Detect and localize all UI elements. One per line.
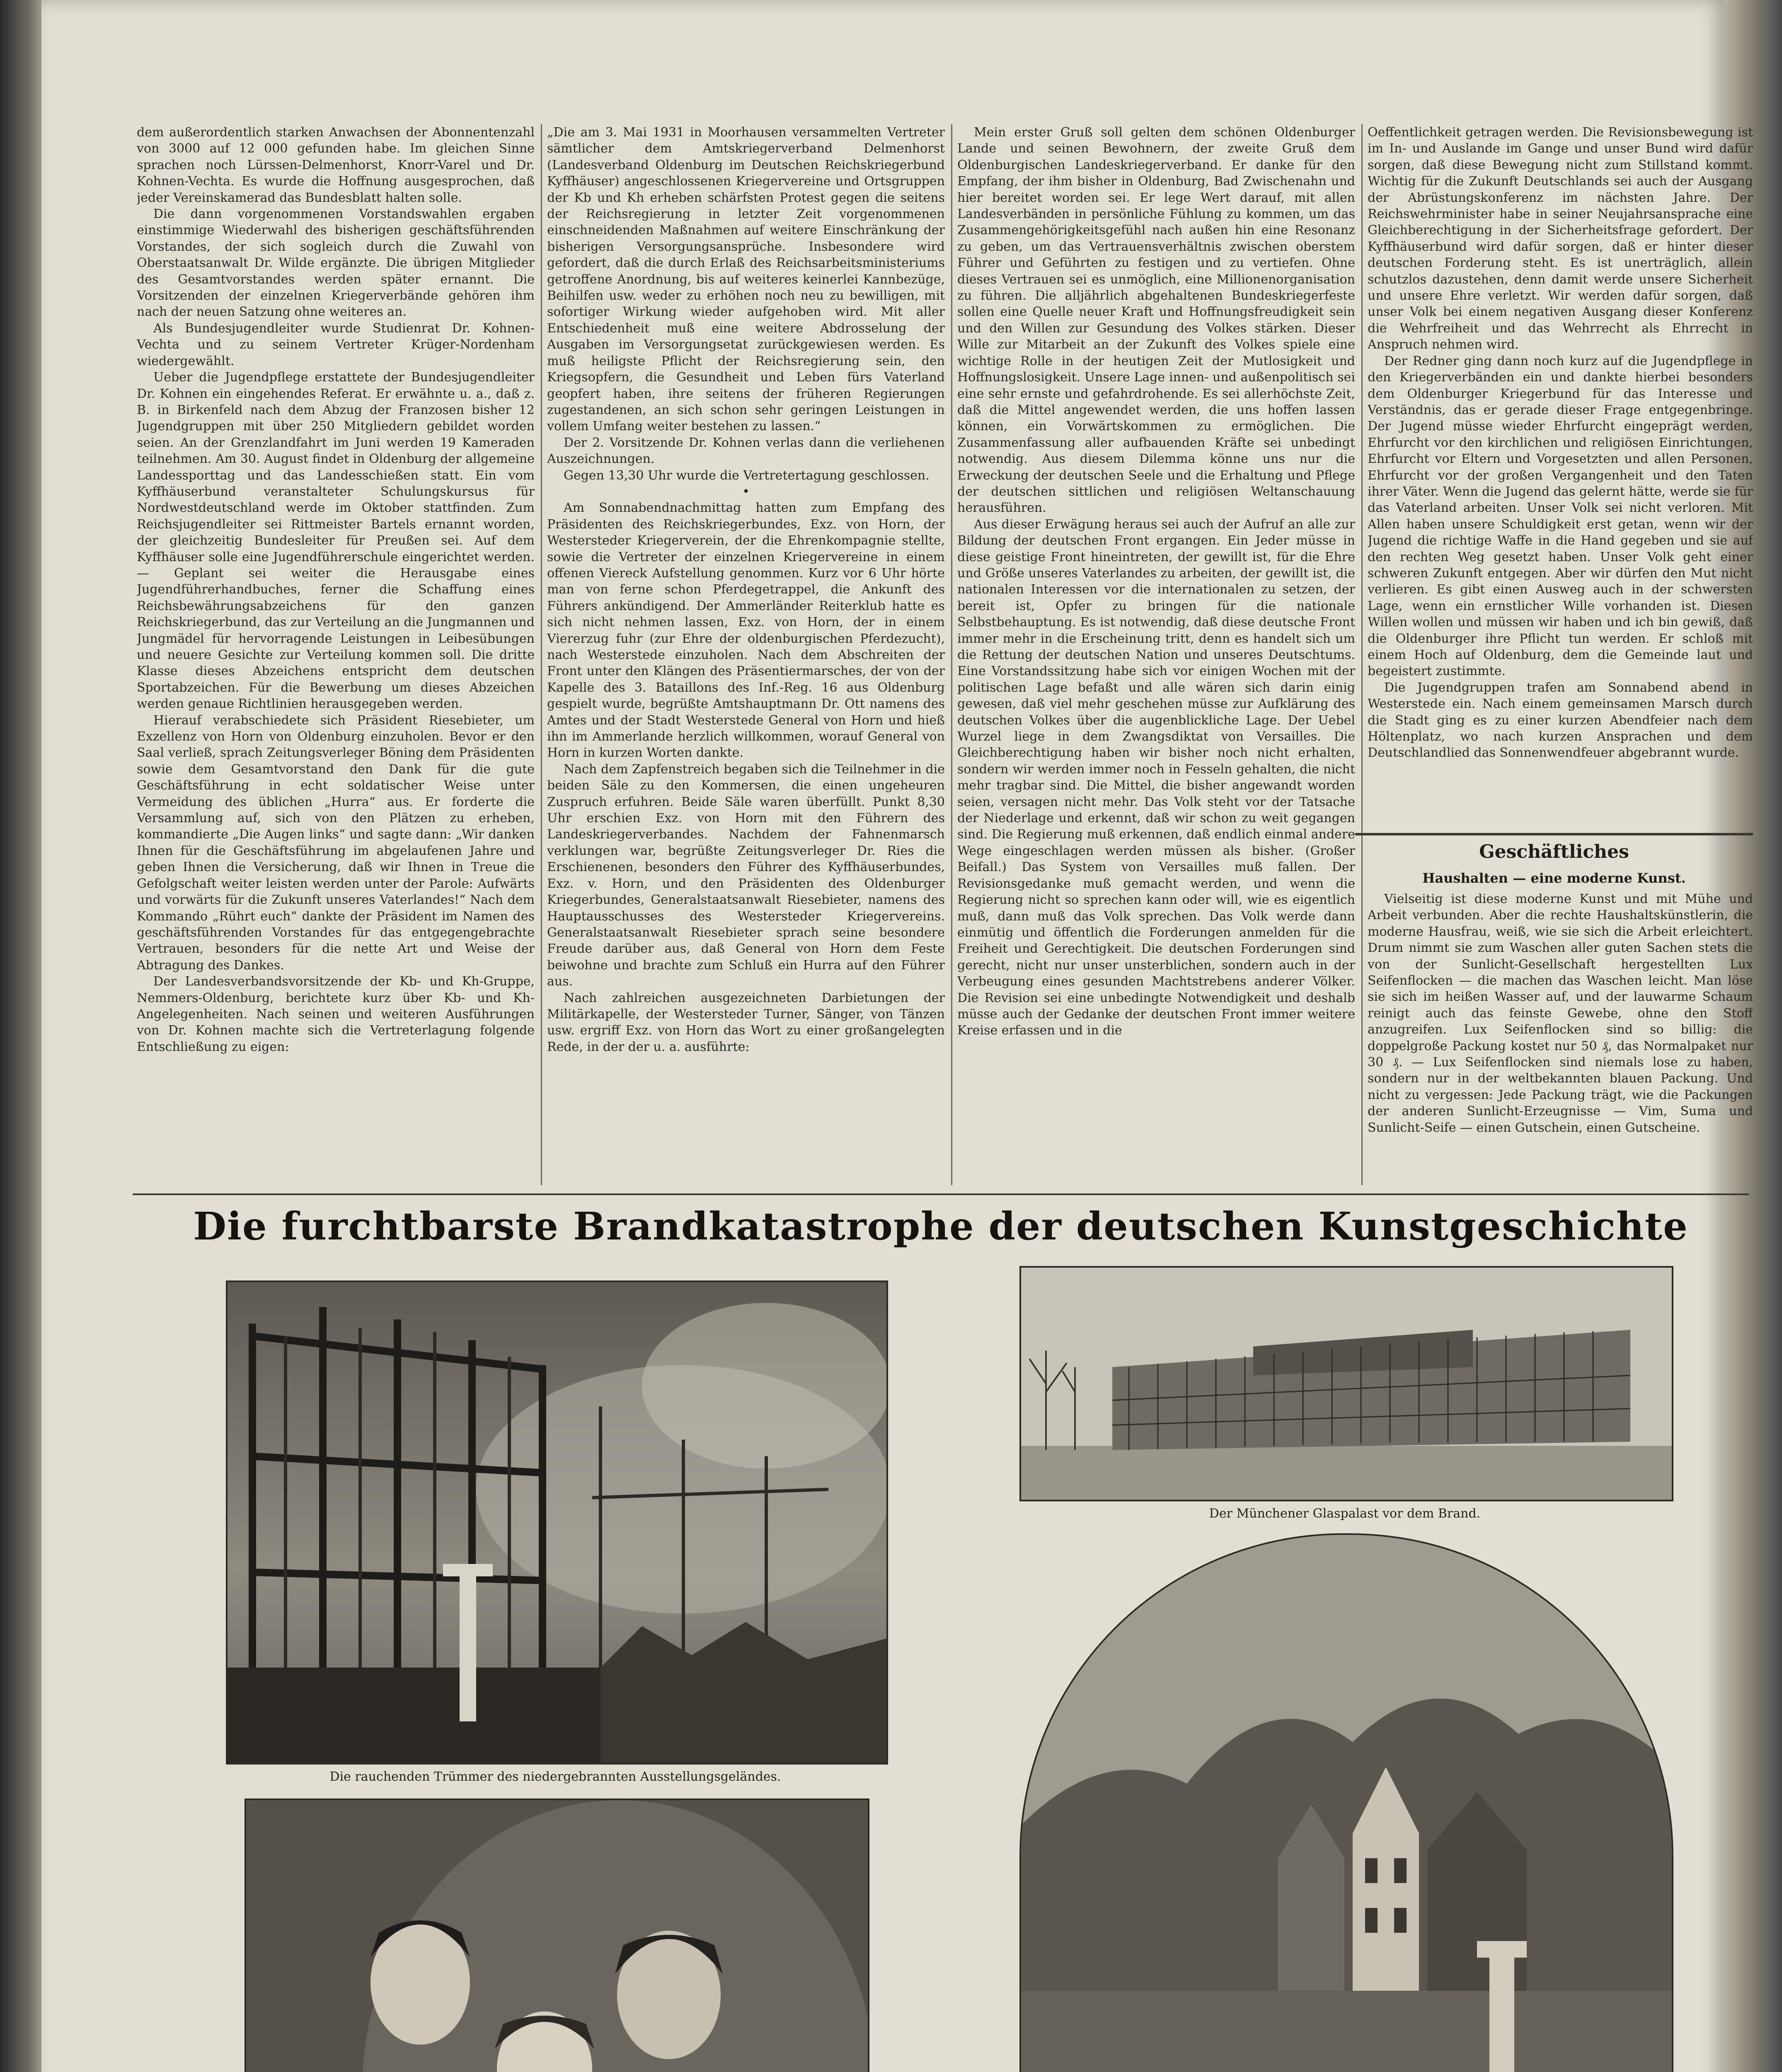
column-rule [541,124,542,1185]
text-column-4 [1368,124,1753,829]
section-rule [1355,833,1753,835]
section-text [1368,891,1753,1185]
photo-schwind-brautfahrt [1019,1533,1673,2072]
column-rule [1361,124,1363,1185]
paragraph: Mein erster Gruß soll gelten dem schönen Oldenburger Lande und seinen Bewohnern, der zweite Gruß dem Oldenburgischen Landeskriegerverband. Er danke für den Empfang, der ihm bisher in Oldenburg, Bad Zwischenahn und hier bereitet worden sei. Er lege Wert darauf, mit allen Landesverbänden in persönliche Fühlung zu kommen, um das Zusammengehörigkeitsgefühl nach außen hin eine Resonanz zu geben, um das Vertrauensverhältnis zwischen oberstem Führer und Geführten zu festigen und zu vertiefen. Ohne dieses Vertrauen sei es unmöglich, eine Millionenorganisation zu führen. Die alljährlich abgehaltenen Bundeskriegerfeste sollen eine Quelle neuer Kraft und Hoffnungsfreudigkeit sein und den Willen zur Gesundung des Volkes stärken. Dieser Wille zur Mitarbeit an der Zukunft des Volkes spiele eine wichtige Rolle in der heutigen Zeit der Mutlosigkeit und Hoffnungslosigkeit. Unsere Lage innen- und außenpolitisch sei eine sehr ernste und gefahrdrohende. Es sei allerhöchste Zeit, daß die Mittel angewendet werden, die uns hoffen lassen können, ein Vorwärtskommen zu ermöglichen. Die Zusammenfassung aller aufbauenden Kräfte sei unbedingt notwendig. Aus diesem Dilemma könne uns nur die Erweckung der deutschen Seele und die Erhaltung und Pflege der deutschen sittlichen und religiösen Weltanschauung herausführen. [957,125,1355,516]
section-title: Geschäftliches [1479,841,1629,862]
paragraph: Ueber die Jugendpflege erstattete der Bundesjugendleiter Dr. Kohnen ein eingehendes Referat. Er erwähnte u. a., daß z. B. in Birkenfeld nach dem Abzug der Franzosen bisher 12 Jugendgruppen mit über 250 Mitgliedern gebildet worden seien. An der Grenzlandfahrt im Juni werden 19 Kameraden teilnehmen. Am 30. August findet in Oldenburg der allgemeine Landessporttag und das Landesschießen statt. Ein vom Kyffhäuserbund veranstalteter Schulungskursus für Nordwestdeutschland werde im Oktober stattfinden. Zum Reichsjugendleiter sei Rittmeister Bartels ernannt worden, der gleichzeitig Bundesleiter für Preußen sei. Auf dem Kyffhäuser solle eine Jugendführerschule eingerichtet werden. — Geplant sei weiter die Herausgabe eines Jugendführerhandbuches, ferner die Schaffung eines Reichsbewährungsabzeichens für den ganzen Reichskriegerbund, das zur Verteilung an die Jungmannen und Jungmädel für hervorragende Leistungen in Leibesübungen und neuere Gesichte zur Verteilung kommen soll. Die dritte Klasse dieses Abzeichens entspricht dem deutschen Sportabzeichen. Für die Bewerbung um dieses Abzeichen werden genaue Richtlinien herausgegeben werden. [137,370,535,712]
paragraph: Am Sonnabendnachmittag hatten zum Empfang des Präsidenten des Reichskriegerbundes, Exz. von Horn, der Westersteder Kriegerverein, der die Ehrenkompagnie stellte, sowie die Vertreter der einzelnen Kriegervereine in einem offenen Viereck Aufstellung genommen. Kurz vor 6 Uhr hörte man von ferne schon Pferdegetrappel, die Ankunft des Führers ankündigend. Der Ammerländer Reiterklub hatte es sich nicht nehmen lassen, Exz. von Horn, der in einem Viererzug fuhr (zur Ehre der oldenburgischen Pferdezucht), nach Westerstede einzuholen. Nach dem Abschreiten der Front unter den Klängen des Präsentiermarsches, der von der Kapelle des 3. Bataillons des Inf.-Reg. 16 aus Oldenburg gespielt wurde, begrüßte Amtshauptmann Dr. Ott namens des Amtes und der Stadt Westerstede General von Horn und hieß ihn im Ammerlande herzlich willkommen, worauf General von Horn in kurzen Worten dankte. [547,501,945,760]
paragraph: Gegen 13,30 Uhr wurde die Vertretertagung geschlossen. [564,468,930,483]
glaspalast-image [1021,1268,1672,1500]
separator-dot: • [742,484,750,499]
paragraph: Aus dieser Erwägung heraus sei auch der Aufruf an alle zur Bildung der deutschen Front ergangen. Ein Jeder müsse in diese geistige Front hineintreten, der gewillt ist, für die Ehre und Größe unseres Vaterlandes zu arbeiten, der gewillt ist, die nationalen Interessen vor die internationalen zu setzen, der bereit ist, Opfer zu bringen für die nationale Selbstbehauptung. Es ist notwendig, daß diese deutsche Front immer mehr in die Erscheinung tritt, denn es handelt sich um die Rettung der deutschen Nation und unseres Deutschtums. Eine Vorstandssitzung habe sich vor einigen Wochen mit der politischen Lage befaßt und alle wären sich darin einig gewesen, daß viel mehr geschehen müsse zur Aufklärung des deutschen Volkes über die augenblickliche Lage. Der Uebel Wurzel liege in dem Zwangsdiktat von Versailles. Die Gleichberechtigung haben wir bisher noch nicht erhalten, sondern wir werden immer noch in Fesseln gehalten, die nicht mehr tragbar sind. Die Mittel, die bisher angewandt worden seien, versagen nicht mehr. Das Volk steht vor der Tatsache der Niederlage und erkennt, daß wir schon zu weit gegangen sind. Die Regierung muß erkennen, daß endlich einmal andere Wege eingeschlagen werden müssen als bisher. (Großer Beifall.) Das System von Versailles muß fallen. Der Revisionsgedanke muß gemacht werden, und wenn die Regierung nicht so sprechen kann oder will, wie es eigentlich muß, dann muß das Volk sprechen. Das Volk werde dann einmütig und öffentlich die Forderungen anmelden für die Freiheit und Gerechtigkeit. Die deutschen Forderungen sind gerecht, nicht nur unser unsterblichen, sondern auch in der Verbeugung eines gesunden Machtstrebens anderer Völker. Die Revision sei eine unbedingte Notwendigkeit und deshalb müsse auch der Gedanke der deutschen Front immer weitere Kreise erfassen und in die [957,517,1355,1038]
caption-ruins: Die rauchenden Trümmer des niedergebrannten Ausstellungsgeländes. [329,1769,781,1784]
paragraph: dem außerordentlich starken Anwachsen der Abonnentenzahl von 3000 auf 12 000 gefunden habe. Im gleichen Sinne sprachen noch Lürssen-Delmenhorst, Knorr-Varel und Dr. Kohnen-Vechta. Es wurde die Hoffnung ausgesprochen, daß jeder Vereinskamerad das Bundesblatt halten solle. [137,125,535,205]
paragraph: Die Jugendgruppen trafen am Sonnabend abend in Westerstede ein. Nach einem gemeinsamen Marsch durch die Stadt ging es zu einer kurzen Abendfeier nach dem Höltenplatz, wo nach kurzen Ansprachen und dem Deutschlandlied das Sonnenwendfeuer abgebrannt wurde. [1368,680,1753,760]
photo-runge-wir-drei [245,1798,869,2072]
section-subtitle: Haushalten — eine moderne Kunst. [1422,870,1686,886]
paragraph: Nach zahlreichen ausgezeichneten Darbietungen der Militärkapelle, der Westersteder Turner, Sänger, von Tänzen usw. ergriff Exz. von Horn das Wort zu einer großangelegten Rede, in der der u. a. ausführte: [547,990,945,1054]
paragraph: Oeffentlichkeit getragen werden. Die Revisionsbewegung ist im In- und Auslande im Gange und unser Bund wird dafür sorgen, daß diese Bewegung nicht zum Stillstand kommt. Wichtig für die Zukunft Deutschlands sei auch der Ausgang der Abrüstungskonferenz im nächsten Jahre. Der Reichswehrminister habe in seiner Neujahrsansprache eine Gleichberechtigung in der Sicherheitsfrage gefordert. Der Kyffhäuserbund wird dafür sorgen, daß er hinter dieser deutschen Forderung steht. Es ist unerträglich, allein schutzlos dazustehen, denn damit werde unsere Sicherheit und unsere Ehre verletzt. Wir werden dafür sorgen, daß unser Volk bei einem negativen Ausgang dieser Konferenz die Wehrfreiheit und das Wehrrecht als Ehrrecht in Anspruch nehmen wird. [1368,125,1753,352]
photo-glaspalast [1019,1266,1673,1501]
ruins-image [228,1282,886,1763]
book-binding-shadow [0,0,41,2072]
paragraph: „Die am 3. Mai 1931 in Moorhausen versammelten Vertreter sämtlicher dem Amtskriegerverband Delmenhorst (Landesverband Oldenburg im Deutschen Reichskriegerbund Kyffhäuser) angeschlossenen Kriegervereine und Ortsgruppen der Kb und Kh erheben schärfsten Protest gegen die seitens der Reichsregierung in letzter Zeit vorgenommenen einschneidenden Maßnahmen auf weitere Einschränkung der bisherigen Versorgungsansprüche. Insbesondere wird gefordert, daß die durch Erlaß des Reichsarbeitsministeriums getroffene Anordnung, bis auf weiteres keinerlei Kannbezüge, Beihilfen usw. weder zu erhöhen noch neu zu bewilligen, mit sofortiger Wirkung wieder aufgehoben wird. Mit aller Entschiedenheit muß eine weitere Abdrosselung der Ausgaben im Versorgungsetat zurückgewiesen werden. Es muß heiligste Pflicht der Reichsregierung sein, den Kriegsopfern, die Gesundheit und Leben fürs Vaterland geopfert haben, ihre seitens der früheren Regierungen zugestandenen, an sich schon sehr geringen Leistungen in vollem Umfang weiter bestehen zu lassen.“ [547,125,945,434]
photo-ruins [226,1280,888,1765]
page-headline: Die furchtbarste Brandkatastrophe der deutschen Kunstgeschichte [193,1204,1688,1249]
runge-painting-image [246,1800,868,2072]
text-column-2 [547,124,945,1185]
column-rule [951,124,952,1185]
paragraph: Nach dem Zapfenstreich begaben sich die Teilnehmer in die beiden Säle zu den Kommersen, die einen ungeheuren Zuspruch erfuhren. Beide Säle waren überfüllt. Punkt 8,30 Uhr erschien Exz. von Horn mit den Führern des Landeskriegerverbandes. Nachdem der Fahnenmarsch verklungen war, begrüßte Zeitungsverleger Dr. Ries die Erschienenen, besonders den Führer des Kyffhäuserbundes, Exz. v. Horn, und den Präsidenten des Oldenburger Kriegerbundes, Generalstaatsanwalt Riesebieter, namens des Hauptausschusses des Westersteder Kriegervereins. Generalstaatsanwalt Riesebieter sprach seine besondere Freude darüber aus, daß General von Horn dem Feste beiwohne und brachte zum Schluß ein Hurra auf den Führer aus. [547,762,945,989]
paragraph: Der 2. Vorsitzende Dr. Kohnen verlas dann die verliehenen Auszeichnungen. [547,435,945,467]
text-column-1 [137,124,535,1185]
schwind-painting-image [1021,1535,1672,2072]
paragraph: Vielseitig ist diese moderne Kunst und mit Mühe und Arbeit verbunden. Aber die rechte Haushaltskünstlerin, die moderne Hausfrau, weiß, wie sie sich die Arbeit erleichtert. Drum nimmt sie zum Waschen aller guten Sachen stets die von der Sunlicht-Gesellschaft hergestellten Lux Seifenflocken — die machen das Waschen leicht. Man löse sie sich im heißen Wasser auf, und der lauwarme Schaum reinigt auch das feinste Gewebe, ohne den Stoff anzugreifen. Lux Seifenflocken sind so billig: die doppelgroße Packung kostet nur 50 ₰, das Normalpaket nur 30 ₰. — Lux Seifenflocken sind niemals lose zu haben, sondern nur in der weltbekannten blauen Packung. Und nicht zu vergessen: Jede Packung trägt, wie die Packungen der anderen Sunlicht-Erzeugnisse — Vim, Suma und Sunlicht-Seife — einen Gutschein, einen Gutscheine. [1368,892,1753,1135]
paragraph: Hierauf verabschiedete sich Präsident Riesebieter, um Exzellenz von Horn von Oldenburg einzuholen. Bevor er den Saal verließ, sprach Zeitungsverleger Böning dem Präsidenten sowie dem Gesamtvorstand den Dank für die gute Geschäftsführung in echt soldatischer Weise unter Vermeidung des üblichen „Hurra“ aus. Er forderte die Versammlung auf, sich von den Plätzen zu erheben, kommandierte „Die Augen links“ und sagte dann: „Wir danken Ihnen für die Geschäftsführung im abgelaufenen Jahre und geben Ihnen die Versicherung, daß wir Ihnen in Treue die Gefolgschaft weiter leisten werden unter der Parole: Aufwärts und vorwärts für die Zukunft unseres Vaterlandes!“ Nach dem Kommando „Rührt euch“ dankte der Präsident im Namen des geschäftsführenden Vorstandes für das entgegengebrachte Vertrauen, besonders für die nette Art und Weise der Abtragung des Dankes. [137,713,535,973]
paragraph: Der Redner ging dann noch kurz auf die Jugendpflege in den Kriegerverbänden ein und dankte hierbei besonders dem Oldenburger Kriegerbund für das Interesse und Verständnis, das er gerade dieser Frage entgegenbringe. Der Jugend müsse wieder Ehrfurcht eingeprägt werden, Ehrfurcht vor den kirchlichen und religiösen Einrichtungen, Ehrfurcht vor Eltern und Vorgesetzten und allen Personen, Ehrfurcht vor der großen Vergangenheit und den Taten ihrer Väter. Wenn die Jugend das gelernt hätte, werde sie für das Vaterland arbeiten. Unser Volk sei nicht verloren. Mit Allen haben unsere Schuldigkeit erst getan, wenn wir der Jugend die richtige Waffe in die Hand gegeben und sie auf den rechten Weg gesetzt haben. Unser Volk geht einer schweren Zukunft entgegen. Aber wir dürfen den Mut nicht verlieren. Es gibt einen Ausweg auch in der schwersten Lage, wenn ein ernstlicher Wille vorhanden ist. Diesen Willen wollen und müssen wir haben und ich bin gewiß, daß die Oldenburger ihre Pflicht tun werden. Er schloß mit einem Hoch auf Oldenburg, dem die Gemeinde laut und begeistert zustimmte. [1368,353,1753,679]
paragraph: Der Landesverbandsvorsitzende der Kb- und Kh-Gruppe, Nemmers-Oldenburg, berichtete kurz über Kb- und Kh-Angelegenheiten. Nach seinen und weiteren Ausführungen von Dr. Kohnen machte sich die Vertreterlagung folgende Entschließung zu eigen: [137,974,535,1054]
text-column-3 [957,124,1355,1185]
paragraph: Als Bundesjugendleiter wurde Studienrat Dr. Kohnen-Vechta und zu seinem Vertreter Krüger-Nordenham wiedergewählt. [137,321,535,368]
headline-rule [133,1193,1749,1195]
paragraph: Die dann vorgenommenen Vorstandswahlen ergaben einstimmige Wiederwahl des bisherigen geschäftsführenden Vorstandes, der sich sogleich durch die Zuwahl von Oberstaatsanwalt Dr. Wilde ergänzte. Die übrigen Mitglieder des Gesamtvorstandes werden später ernannt. Die Vorsitzenden der einzelnen Kriegerverbände gehören ihm nach der neuen Satzung ohne weiteres an. [137,207,535,320]
caption-glaspalast: Der Münchener Glaspalast vor dem Brand. [1209,1506,1481,1521]
